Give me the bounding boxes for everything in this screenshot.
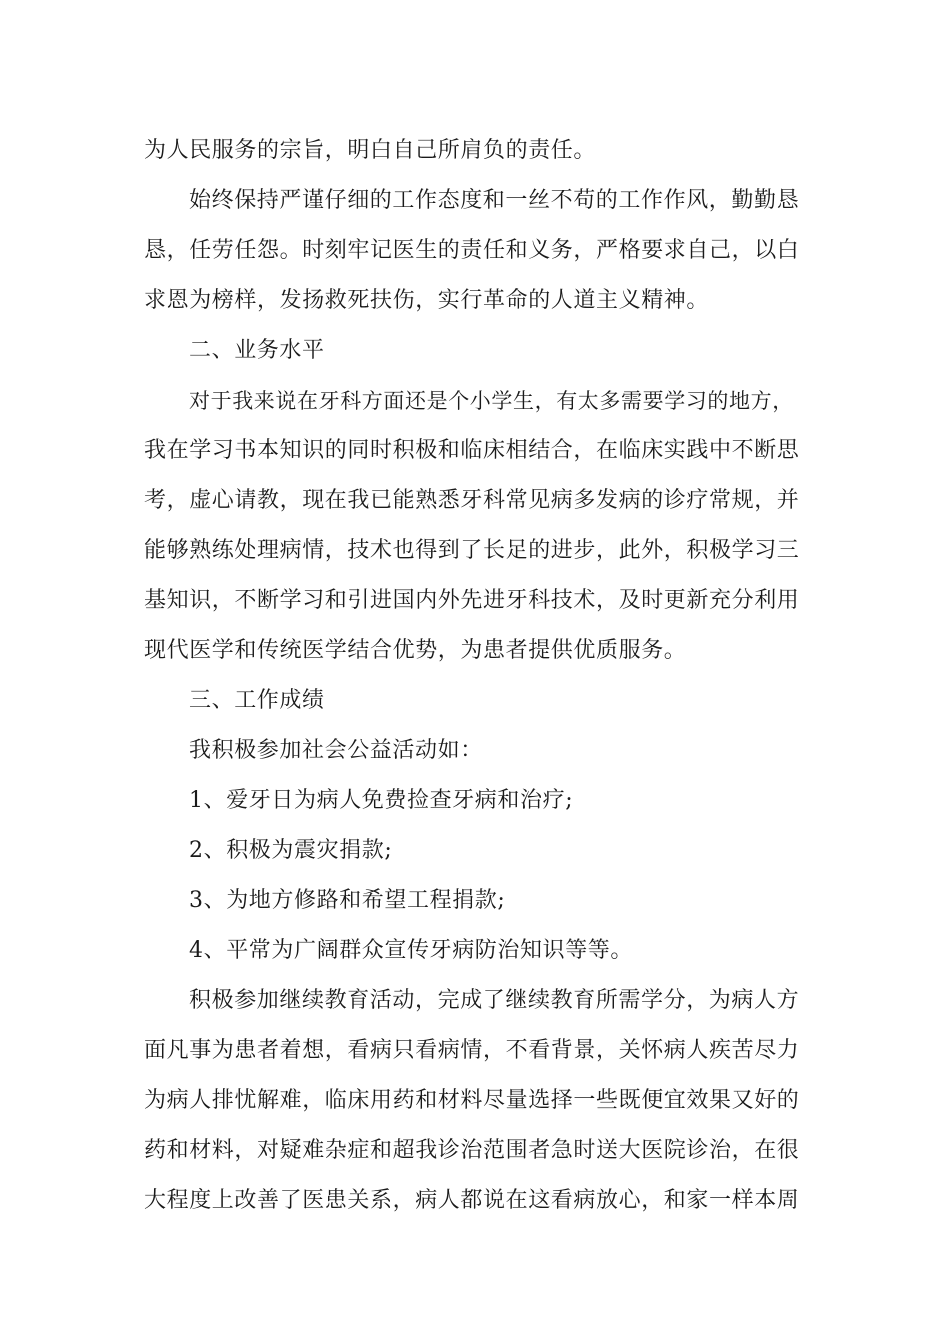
text-line: 大程度上改善了医患关系，病人都说在这看病放心，和家一样本周	[144, 1188, 800, 1213]
text-line: 为病人排忧解难，临床用药和材料尽量选择一些既便宜效果又好的	[144, 1088, 800, 1113]
list-item: 2、积极为震灾捐款;	[189, 838, 393, 863]
list-item: 3、为地方修路和希望工程捐款;	[189, 888, 506, 913]
text-line: 考，虚心请教，现在我已能熟悉牙科常见病多发病的诊疗常规，并	[144, 488, 800, 513]
text-line: 面凡事为患者着想，看病只看病情，不看背景，关怀病人疾苦尽力	[144, 1038, 800, 1063]
section-heading: 二、业务水平	[189, 338, 325, 363]
paragraph-line: 积极参加继续教育活动，完成了继续教育所需学分，为病人方	[189, 988, 800, 1013]
text-line: 恳，任劳任怨。时刻牢记医生的责任和义务，严格要求自己，以白	[144, 238, 800, 263]
paragraph-line: 对于我来说在牙科方面还是个小学生，有太多需要学习的地方，	[189, 389, 794, 413]
text-line: 药和材料，对疑难杂症和超我诊治范围者急时送大医院诊治，在很	[144, 1138, 800, 1163]
list-item: 1、爱牙日为病人免费捡查牙病和治疗;	[189, 788, 574, 813]
paragraph-line: 我积极参加社会公益活动如：	[189, 738, 483, 763]
paragraph-line: 始终保持严谨仔细的工作态度和一丝不苟的工作作风，勤勤恳	[189, 188, 800, 213]
text-line: 求恩为榜样，发扬救死扶伤，实行革命的人道主义精神。	[144, 288, 710, 313]
text-line: 基知识，不断学习和引进国内外先进牙科技术，及时更新充分利用	[144, 588, 800, 613]
text-line: 我在学习书本知识的同时积极和临床相结合，在临床实践中不断思	[144, 438, 800, 463]
list-item: 4、平常为广阔群众宣传牙病防治知识等等。	[189, 938, 633, 963]
text-line: 能够熟练处理病情，技术也得到了长足的进步，此外，积极学习三	[144, 538, 800, 563]
text-line: 现代医学和传统医学结合优势，为患者提供优质服务。	[144, 638, 687, 663]
text-line: 为人民服务的宗旨，明白自己所肩负的责任。	[144, 138, 597, 163]
section-heading: 三、工作成绩	[189, 688, 325, 713]
